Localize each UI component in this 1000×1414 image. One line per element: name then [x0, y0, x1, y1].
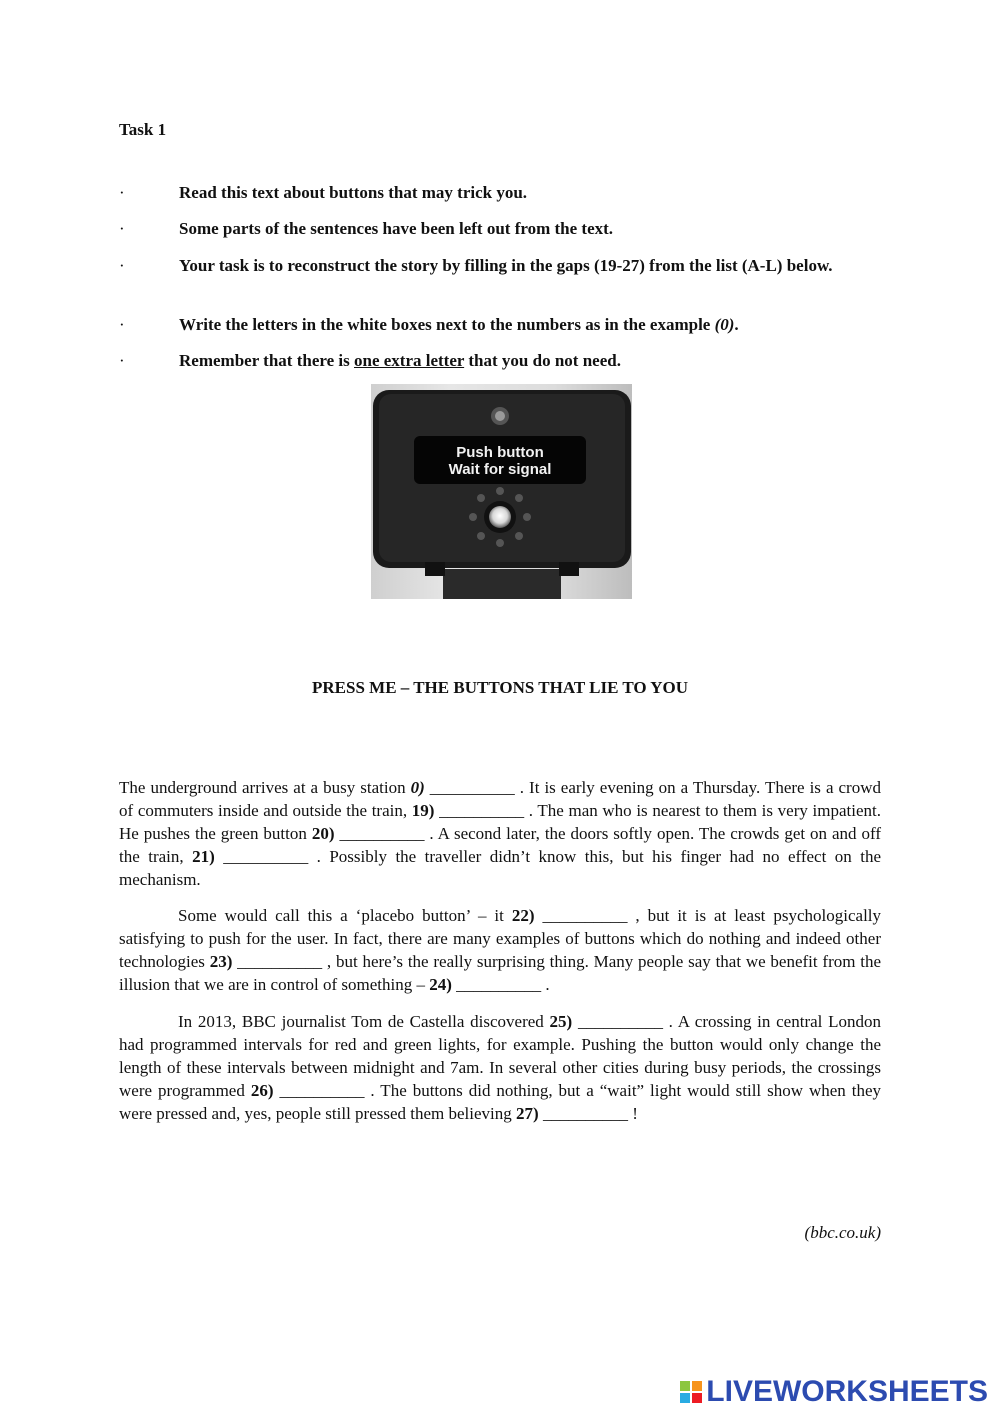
instruction-text-end: . — [734, 315, 739, 334]
text: , but it is at least psychologically satisfying to push for the user. In fact, there are many examples of buttons which do nothing and indeed other technologies — [119, 906, 882, 971]
paragraph-2 — [119, 904, 881, 996]
text: . Possibly the traveller didn’t know this, but his finger had no effect on the mechanism. — [119, 847, 881, 889]
text: . A second later, the doors softly open. The crowds get on and off the train, — [119, 824, 881, 866]
instruction-text: Read this text about buttons that may trick you. — [179, 183, 528, 202]
push-button — [489, 506, 511, 528]
gap-number-24: 24) — [429, 975, 452, 994]
pole-shape — [443, 569, 561, 599]
bullet: · — [119, 315, 125, 334]
gap-number-23: 23) — [209, 952, 233, 971]
paragraph-3 — [119, 1010, 881, 1125]
display-line-2: Wait for signal — [448, 461, 552, 478]
gap-25[interactable]: __________ — [577, 1012, 663, 1031]
bullet: · — [119, 219, 125, 238]
crossing-button-illustration — [371, 384, 632, 599]
gap-20[interactable]: __________ — [339, 824, 425, 843]
logo-text: LIVEWORKSHEETS — [706, 1375, 988, 1408]
text: The underground arrives at a busy station — [119, 778, 411, 797]
story-title: PRESS ME – THE BUTTONS THAT LIE TO YOU — [311, 678, 689, 697]
instruction-1 — [119, 181, 881, 204]
display-line-1: Push button — [456, 444, 544, 461]
gap-0: __________ — [429, 778, 515, 797]
crossing-button-photo — [371, 384, 632, 599]
gap-19[interactable]: __________ — [439, 801, 525, 820]
instruction-3 — [119, 254, 881, 277]
gap-22[interactable]: __________ — [542, 906, 628, 925]
instruction-text: Some parts of the sentences have been left out from the text. — [179, 219, 614, 238]
instruction-text: Remember that there is — [179, 351, 354, 370]
instruction-underlined: one extra letter — [354, 351, 465, 370]
instruction-text-end: that you do not need. — [464, 351, 621, 370]
instruction-text: Write the letters in the white boxes next to the numbers as in the example — [179, 315, 715, 334]
instruction-example: (0) — [714, 315, 735, 334]
instruction-4 — [119, 313, 881, 336]
text: In 2013, BBC journalist Tom de Castella discovered — [178, 1012, 550, 1031]
instruction-text: Your task is to reconstruct the story by filling in the gaps (19-27) from the list (A-L) below. — [179, 256, 833, 275]
gap-number-27: 27) — [516, 1104, 539, 1123]
text: ! — [627, 1104, 638, 1123]
gap-number-20: 20) — [311, 824, 335, 843]
gap-24[interactable]: __________ — [456, 975, 542, 994]
text: Some would call this a ‘placebo button’ – it — [178, 906, 512, 925]
gap-26[interactable]: __________ — [279, 1081, 365, 1100]
source-citation: (bbc.co.uk) — [804, 1223, 881, 1242]
gap-number-19: 19) — [411, 801, 435, 820]
paragraph-1 — [119, 776, 881, 891]
liveworksheets-logo-icon — [680, 1381, 702, 1403]
instruction-5 — [119, 349, 881, 372]
gap-27[interactable]: __________ — [542, 1104, 628, 1123]
instruction-2 — [119, 217, 881, 240]
text: . The buttons did nothing, but a “wait” light would still show when they were pressed and, yes, people still pressed them believing — [119, 1081, 882, 1123]
text: . — [541, 975, 550, 994]
gap-21[interactable]: __________ — [223, 847, 309, 866]
gap-number-25: 25) — [549, 1012, 573, 1031]
liveworksheets-logo — [680, 1375, 988, 1409]
gap-number-26: 26) — [250, 1081, 274, 1100]
bullet: · — [119, 183, 125, 202]
bullet: · — [119, 256, 125, 275]
bullet: · — [119, 351, 125, 370]
text: . A crossing in central London had programmed intervals for red and green lights, for example. Pushing the button would only change the length of these intervals between midnight and 7am. In several other cities during busy periods, the crossings were programmed — [119, 1012, 881, 1100]
gap-23[interactable]: __________ — [237, 952, 323, 971]
gap-number-21: 21) — [192, 847, 215, 866]
text: . The man who is nearest to them is very impatient. He pushes the green button — [119, 801, 881, 843]
gap-number-0: 0) — [410, 778, 425, 797]
text: . It is early evening on a Thursday. There is a crowd of commuters inside and outside the train, — [119, 778, 881, 820]
task-title: Task 1 — [119, 120, 167, 139]
text: , but here’s the really surprising thing. Many people say that we benefit from the illusion that we are in control of something – — [119, 952, 881, 994]
gap-number-22: 22) — [511, 906, 535, 925]
